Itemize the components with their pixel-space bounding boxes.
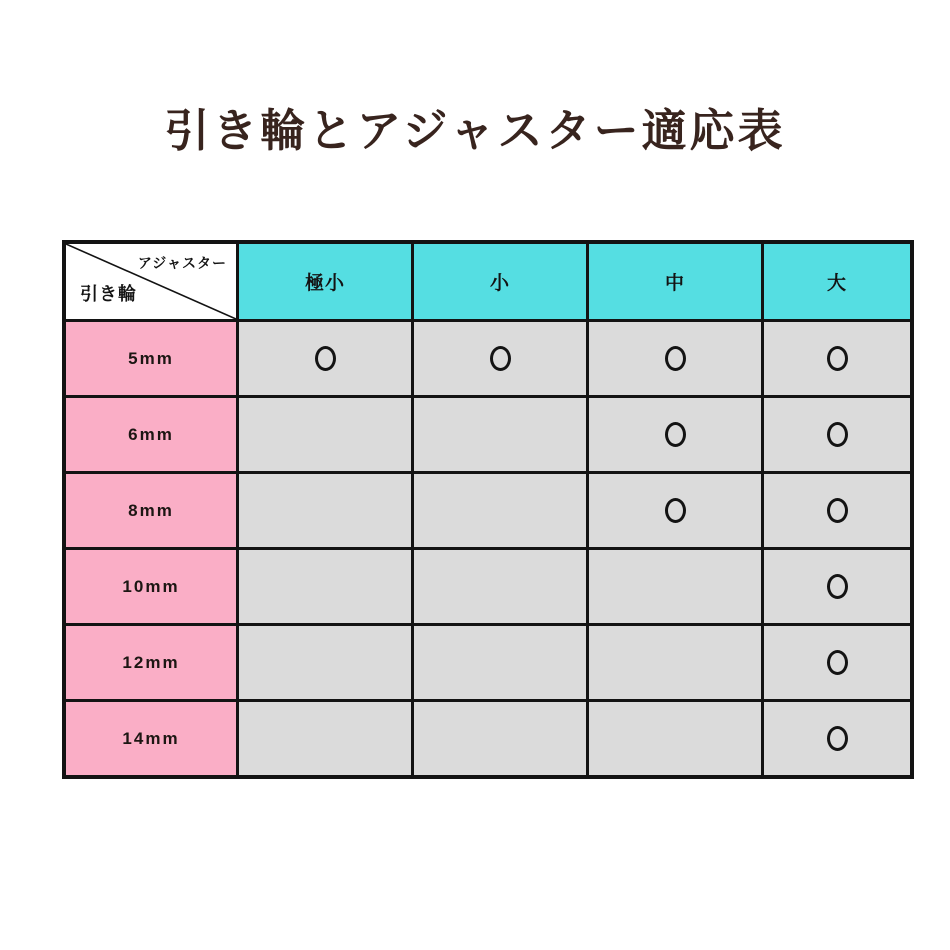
compat-circle-icon <box>827 346 848 371</box>
data-cell <box>589 702 761 775</box>
column-header-sho: 小 <box>414 244 586 319</box>
data-cell <box>764 398 910 471</box>
compat-circle-icon <box>665 346 686 371</box>
data-cell <box>414 322 586 395</box>
data-cell <box>764 702 910 775</box>
data-cell <box>764 626 910 699</box>
data-cell <box>239 550 411 623</box>
data-cell <box>414 474 586 547</box>
data-cell <box>589 626 761 699</box>
data-cell <box>239 322 411 395</box>
compat-circle-icon <box>665 422 686 447</box>
corner-cell <box>66 244 236 319</box>
compat-circle-icon <box>490 346 511 371</box>
compat-circle-icon <box>827 422 848 447</box>
data-cell <box>589 550 761 623</box>
data-cell <box>414 626 586 699</box>
data-cell <box>589 474 761 547</box>
column-header-chu: 中 <box>589 244 761 319</box>
compatibility-table <box>62 240 914 779</box>
corner-label-adjuster: アジャスター <box>137 255 227 271</box>
data-cell <box>414 398 586 471</box>
compat-circle-icon <box>665 498 686 523</box>
row-header-10mm: 10mm <box>66 550 236 623</box>
data-cell <box>589 322 761 395</box>
compat-circle-icon <box>827 498 848 523</box>
data-cell <box>764 550 910 623</box>
data-cell <box>589 398 761 471</box>
data-cell <box>239 474 411 547</box>
row-header-14mm: 14mm <box>66 702 236 775</box>
row-header-12mm: 12mm <box>66 626 236 699</box>
compat-circle-icon <box>827 650 848 675</box>
corner-label-hikiwa: 引き輪 <box>80 284 137 304</box>
page-title: 引き輪とアジャスター適応表 <box>164 105 786 156</box>
data-cell <box>414 702 586 775</box>
compat-circle-icon <box>827 726 848 751</box>
data-cell <box>414 550 586 623</box>
compat-circle-icon <box>315 346 336 371</box>
data-cell <box>239 626 411 699</box>
column-header-gokusho: 極小 <box>239 244 411 319</box>
row-header-5mm: 5mm <box>66 322 236 395</box>
row-header-6mm: 6mm <box>66 398 236 471</box>
row-header-8mm: 8mm <box>66 474 236 547</box>
data-cell <box>239 702 411 775</box>
compat-circle-icon <box>827 574 848 599</box>
data-cell <box>764 322 910 395</box>
data-cell <box>764 474 910 547</box>
data-cell <box>239 398 411 471</box>
column-header-dai: 大 <box>764 244 910 319</box>
